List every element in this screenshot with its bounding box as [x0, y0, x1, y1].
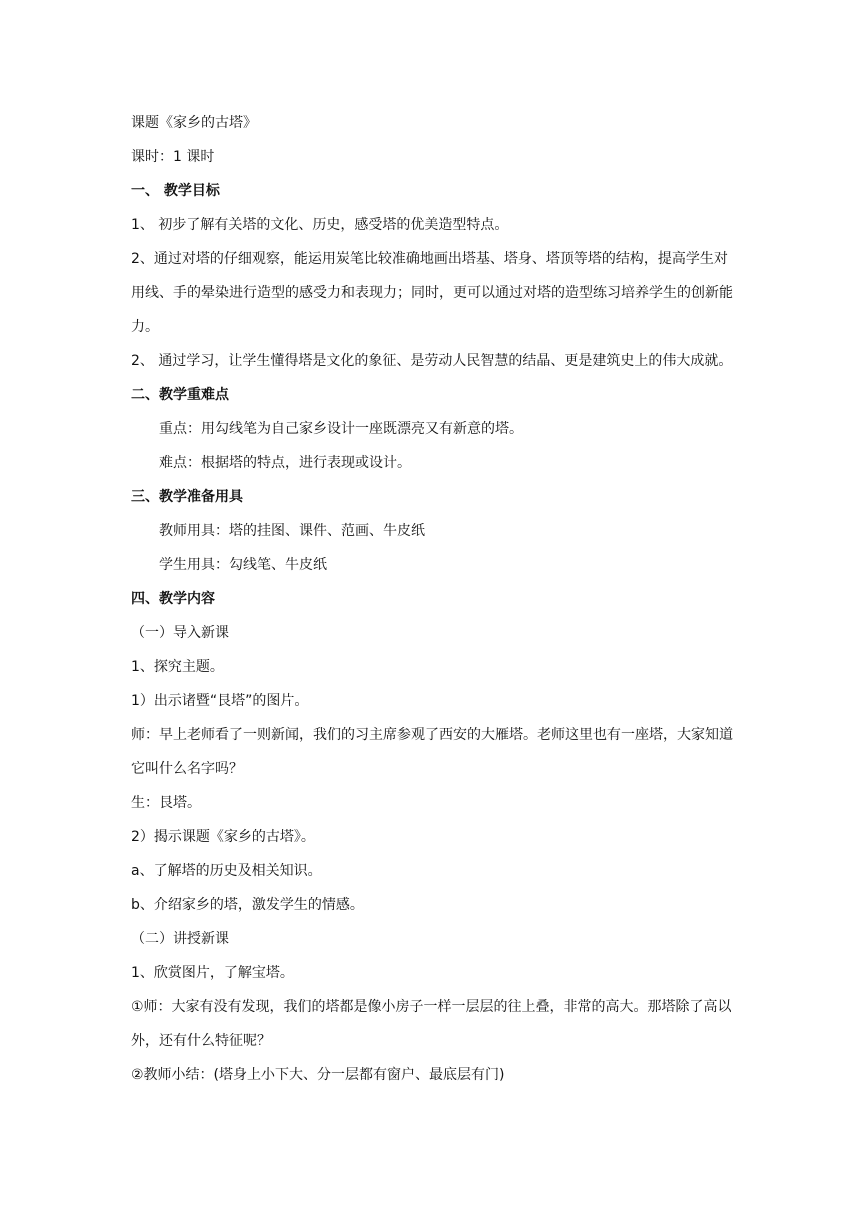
lesson-duration: 课时：1 课时 — [131, 149, 215, 165]
content-line: b、介绍家乡的塔，激发学生的情感。 — [131, 897, 364, 913]
section-heading-objectives: 一、 教学目标 — [131, 183, 220, 199]
subsection-heading-new-lesson: （二）讲授新课 — [131, 931, 229, 947]
content-line: a、了解塔的历史及相关知识。 — [131, 863, 322, 879]
content-line: 1）出示诸暨“艮塔”的图片。 — [131, 693, 309, 709]
objective-item: 2、 通过学习，让学生懂得塔是文化的象征、是劳动人民智慧的结晶、更是建筑史上的伟大成就。 — [131, 353, 733, 369]
section-heading-key-points: 二、教学重难点 — [131, 387, 229, 403]
student-materials: 学生用具：勾线笔、牛皮纸 — [159, 557, 327, 573]
content-line: ①师：大家有没有发现，我们的塔都是像小房子一样一层层的往上叠，非常的高大。那塔除了高以外，还有什么特征呢？ — [131, 999, 732, 1049]
objective-item: 2、通过对塔的仔细观察，能运用炭笔比较准确地画出塔基、塔身、塔顶等塔的结构，提高学生对用线、手的晕染进行造型的感受力和表现力；同时，更可以通过对塔的造型练习培养学生的创新能力。 — [131, 251, 733, 335]
difficulty-point: 难点：根据塔的特点，进行表现或设计。 — [159, 455, 411, 471]
content-line: 生：艮塔。 — [131, 795, 201, 811]
content-line: 师：早上老师看了一则新闻，我们的习主席参观了西安的大雁塔。老师这里也有一座塔，大家知道它叫什么名字吗？ — [131, 727, 733, 777]
content-line: 1、探究主题。 — [131, 659, 224, 675]
content-line: 1、欣赏图片，了解宝塔。 — [131, 965, 294, 981]
key-point: 重点：用勾线笔为自己家乡设计一座既漂亮又有新意的塔。 — [159, 421, 523, 437]
objective-item: 1、 初步了解有关塔的文化、历史，感受塔的优美造型特点。 — [131, 217, 509, 233]
content-line: ②教师小结：(塔身上小下大、分一层都有窗户、最底层有门) — [131, 1067, 505, 1083]
subsection-heading-intro: （一）导入新课 — [131, 625, 229, 641]
section-heading-content: 四、教学内容 — [131, 591, 215, 607]
teacher-materials: 教师用具：塔的挂图、课件、范画、牛皮纸 — [159, 523, 425, 539]
section-heading-materials: 三、教学准备用具 — [131, 489, 243, 505]
lesson-title: 课题《家乡的古塔》 — [131, 115, 257, 131]
content-line: 2）揭示课题《家乡的古塔》。 — [131, 829, 315, 845]
document-body — [131, 106, 736, 1092]
